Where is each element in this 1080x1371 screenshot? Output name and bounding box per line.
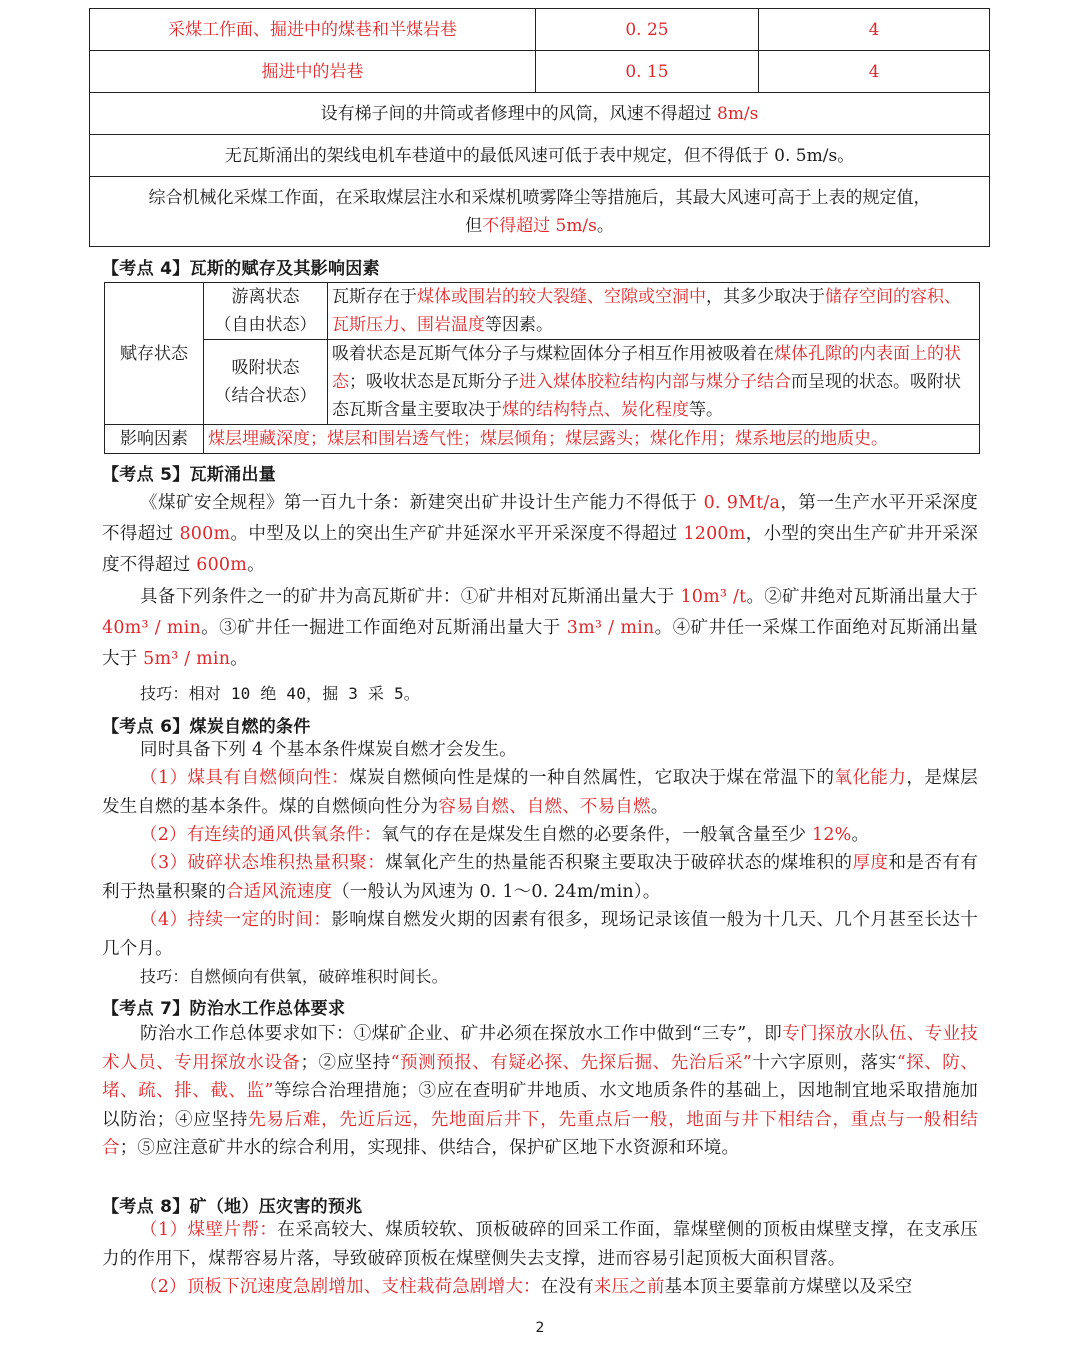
table-note-row [90,177,990,247]
paragraph: 具备下列条件之一的矿井为高瓦斯矿井：①矿井相对瓦斯涌出量大于 10m³ /t。②矿井绝对瓦斯涌出量大于 40m³ / min。③矿井任一掘进工作面绝对瓦斯涌出量大于 3m³ / min。④矿井任一采煤工作面绝对瓦斯涌出量大于 5m³ / min。 [102,587,978,669]
section-heading-kp6: 【考点 6】煤炭自燃的条件 [102,717,311,737]
gas-occurrence-table [104,282,980,454]
max-speed-cell: 4 [759,9,990,51]
description-cell: 吸着状态是瓦斯气体分子与煤粒固体分子相互作用被吸着在煤体孔隙的内表面上的状态；吸收状态是瓦斯分子进入煤体胶粒结构内部与煤分子结合而呈现的状态。吸附状态瓦斯含量主要取决于煤的结构特点、炭化程度等。 [328,340,980,425]
section-heading-kp7: 【考点 7】防治水工作总体要求 [102,999,346,1019]
condition-item: （3）破碎状态堆积热量积聚：煤氧化产生的热量能否积聚主要取决于破碎状态的煤堆积的厚度和是否有有利于热量积聚的合适风流速度（一般认为风速为 0. 1～0. 24m/min）。 [102,853,979,902]
note-cell: 设有梯子间的井筒或者修理中的风筒，风速不得超过 8m/s [90,93,990,135]
min-speed-cell: 0. 15 [536,51,759,93]
category-cell: 赋存状态 [105,283,204,425]
factor-cell: 煤层埋藏深度；煤层和围岩透气性；煤层倾角；煤层露头；煤化作用；煤系地层的地质史。 [204,425,980,454]
wind-speed-table [89,8,990,247]
table-note-row [90,135,990,177]
description-cell: 瓦斯存在于煤体或围岩的较大裂缝、空隙或空洞中，其多少取决于储存空间的容积、瓦斯压力、围岩温度等因素。 [328,283,980,340]
section-heading-kp5: 【考点 5】瓦斯涌出量 [102,465,277,485]
max-speed-cell: 4 [759,51,990,93]
condition-item: （4）持续一定的时间：影响煤自燃发火期的因素有很多，现场记录该值一般为十几天、几个月甚至长达十几个月。 [102,910,978,959]
condition-item: （1）煤具有自燃倾向性：煤炭自燃倾向性是煤的一种自然属性，它取决于煤在常温下的氧化能力，是煤层发生自燃的基本条件。煤的自燃倾向性分为容易自燃、自燃、不易自燃。 [102,768,978,817]
table-row [90,51,990,93]
location-cell: 采煤工作面、掘进中的煤巷和半煤岩巷 [90,9,536,51]
min-speed-cell: 0. 25 [536,9,759,51]
location-cell: 掘进中的岩巷 [90,51,536,93]
table-row [105,283,980,340]
table-row [105,340,980,425]
paragraph: （2）顶板下沉速度急剧增加、支柱栽荷急剧增大：在没有来压之前基本顶主要靠前方煤壁以及采空 [140,1277,913,1297]
paragraph: 防治水工作总体要求如下：①煤矿企业、矿井必须在探放水工作中做到“三专”，即专门探放水队伍、专业技术人员、专用探放水设备；②应坚持“预测预报、有疑必探、先探后掘、先治后采”十六字原则，落实“探、防、堵、疏、排、截、监”等综合治理措施；③应在查明矿井地质、水文地质条件的基础上，因地制宜地采取措施加以防治；④应坚持先易后难，先近后远，先地面后井下，先重点后一般，地面与井下相结合，重点与一般相结合；⑤应注意矿井水的综合利用，实现排、供结合，保护矿区地下水资源和环境。 [102,1024,978,1158]
category-cell: 影响因素 [105,425,204,454]
note-cell: 综合机械化采煤工作面，在采取煤层注水和采煤机喷雾降尘等措施后，其最大风速可高于上表的规定值， 但不得超过 5m/s。 [90,177,990,247]
table-row [105,425,980,454]
paragraph: 同时具备下列 4 个基本条件煤炭自燃才会发生。 [140,740,517,760]
paragraph: 《煤矿安全规程》第一百九十条：新建突出矿井设计生产能力不得低于 0. 9Mt/a，第一生产水平开采深度不得超过 800m。中型及以上的突出生产矿井延深水平开采深度不得超过 1200m，小型的突出生产矿井开采深度不得超过 600m。 [102,493,978,575]
state-cell: 游离状态 （自由状态） [204,283,328,340]
paragraph: （1）煤壁片帮：在采高较大、煤质较软、顶板破碎的回采工作面，靠煤壁侧的顶板由煤壁支撑，在支承压力的作用下，煤帮容易片落，导致破碎顶板在煤壁侧失去支撑，进而容易引起顶板大面积冒落。 [102,1220,979,1269]
page-number: 2 [535,1320,545,1336]
table-note-row [90,93,990,135]
table-row [90,9,990,51]
section-heading-kp8: 【考点 8】矿（地）压灾害的预兆 [102,1197,363,1217]
state-cell: 吸附状态 （结合状态） [204,340,328,425]
condition-item: （2）有连续的通风供氧条件：氧气的存在是煤发生自燃的必要条件，一般氧含量至少 12%。 [140,825,870,845]
mnemonic-tip: 技巧：相对 10 绝 40，掘 3 采 5。 [140,684,420,703]
section-heading-kp4: 【考点 4】瓦斯的赋存及其影响因素 [102,259,380,279]
note-cell: 无瓦斯涌出的架线电机车巷道中的最低风速可低于表中规定，但不得低于 0. 5m/s。 [90,135,990,177]
mnemonic-tip: 技巧：自燃倾向有供氧，破碎堆积时间长。 [140,967,448,986]
